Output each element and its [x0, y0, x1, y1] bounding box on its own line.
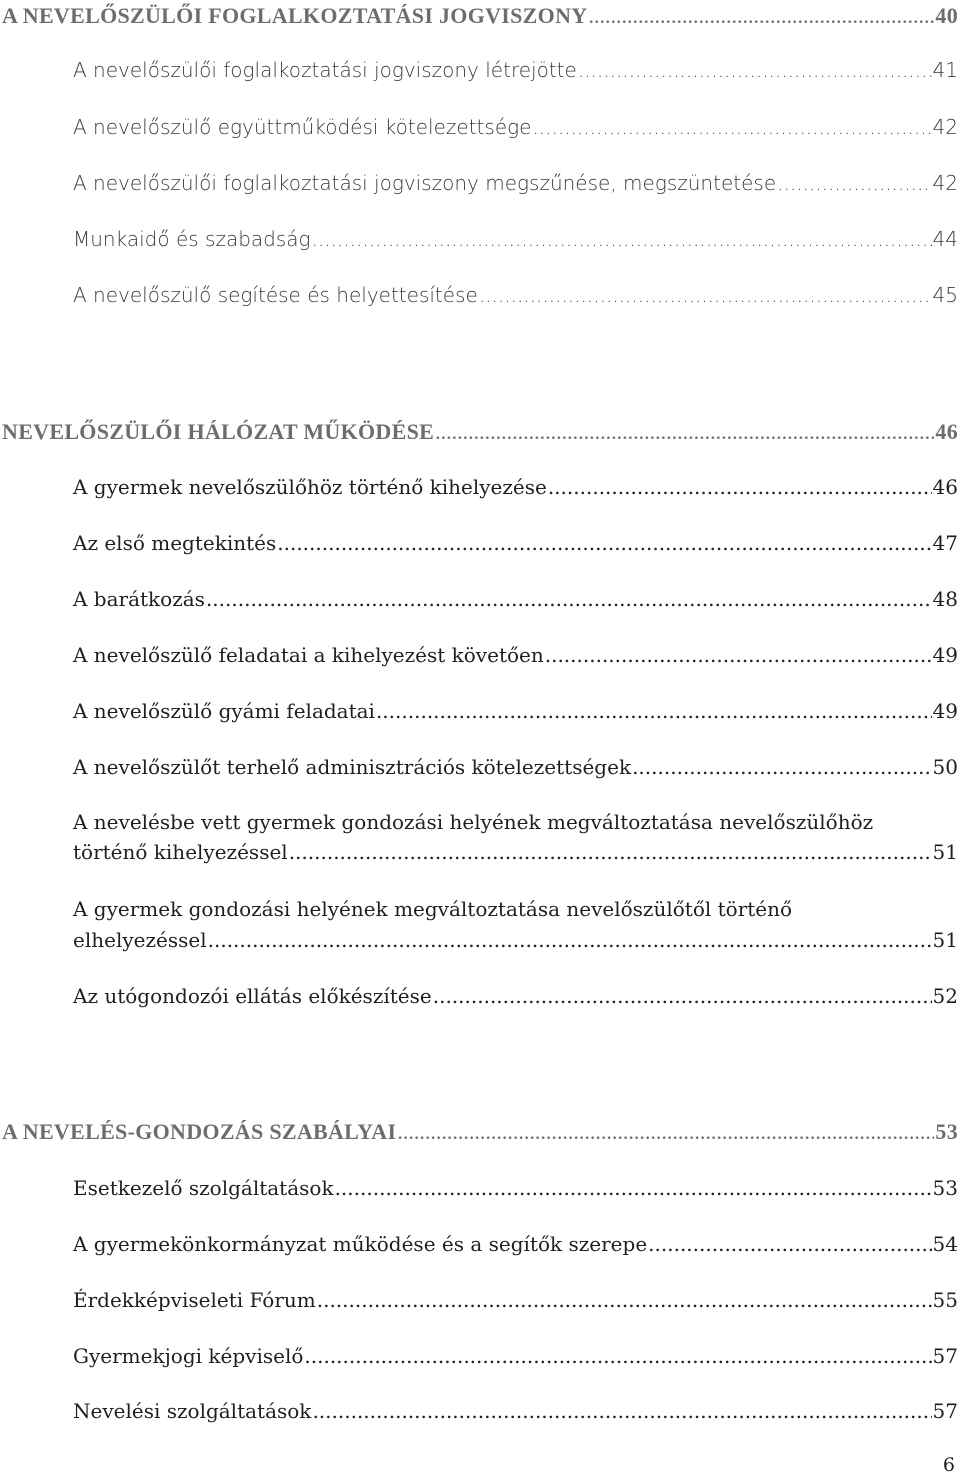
toc-entry-title: Érdekképviseleti Fórum [73, 1288, 316, 1312]
toc-entry[interactable] [73, 838, 958, 866]
toc-page-number: 44 [932, 227, 958, 251]
toc-page-number: 51 [932, 840, 958, 864]
toc-entry[interactable] [73, 1230, 958, 1258]
dot-leader [545, 641, 932, 669]
toc-entry[interactable] [73, 1342, 958, 1370]
toc-entry[interactable] [73, 982, 958, 1010]
toc-page-number: 46 [932, 475, 958, 499]
toc-entry[interactable] [73, 281, 958, 309]
toc-entry[interactable] [73, 1174, 958, 1202]
toc-entry-title: Nevelési szolgáltatások [73, 1399, 312, 1423]
toc-page-number: 57 [932, 1399, 958, 1423]
toc-entry[interactable] [73, 225, 958, 253]
toc-entry-title-line1[interactable]: A nevelésbe vett gyermek gondozási helyének megváltoztatása nevelőszülőhöz [73, 810, 874, 834]
toc-page-number: 46 [935, 419, 958, 444]
toc-section-heading[interactable] [2, 1118, 958, 1146]
toc-page-number: 53 [935, 1119, 958, 1144]
toc-entry[interactable] [73, 585, 958, 613]
toc-entry-title: A nevelőszülő együttműködési kötelezettsége [73, 115, 532, 139]
toc-entry[interactable] [73, 529, 958, 557]
dot-leader [376, 697, 932, 725]
toc-entry-title: A nevelőszülő segítése és helyettesítése [73, 283, 478, 307]
dot-leader [435, 418, 934, 446]
toc-entry[interactable] [73, 473, 958, 501]
toc-entry[interactable] [73, 1286, 958, 1314]
toc-entry-title-line1[interactable]: A gyermek gondozási helyének megváltoztatása nevelőszülőtől történő [73, 897, 793, 921]
toc-entry[interactable] [73, 113, 958, 141]
toc-entry-title: A gyermekönkormányzat működése és a segítők szerepe [73, 1232, 648, 1256]
toc-entry[interactable] [73, 641, 958, 669]
toc-page-number: 42 [932, 171, 958, 195]
toc-page-number: 48 [932, 587, 958, 611]
dot-leader [277, 529, 931, 557]
toc-entry-title: történő kihelyezéssel [73, 840, 288, 864]
toc-entry[interactable] [73, 697, 958, 725]
dot-leader [397, 1118, 934, 1146]
dot-leader [289, 838, 932, 866]
toc-page-number: 47 [932, 531, 958, 555]
toc-page-number: 57 [932, 1344, 958, 1368]
toc-entry-title: Munkaidő és szabadság [73, 227, 311, 251]
toc-entry-title: A nevelőszülő gyámi feladatai [73, 699, 375, 723]
dot-leader [648, 1230, 931, 1258]
toc-section-heading[interactable] [2, 418, 958, 446]
toc-entry-title: Az utógondozói ellátás előkészítése [73, 984, 432, 1008]
dot-leader [206, 585, 932, 613]
toc-entry-title: A nevelőszülői foglalkoztatási jogviszony megszűnése, megszüntetése [73, 171, 777, 195]
toc-page-number: 55 [932, 1288, 958, 1312]
toc-entry[interactable] [73, 56, 958, 84]
toc-entry-title: A nevelőszülő feladatai a kihelyezést követően [73, 643, 544, 667]
toc-entry-title: A nevelőszülőt terhelő adminisztrációs kötelezettségek [73, 755, 632, 779]
toc-page-number: 51 [932, 928, 958, 952]
toc-page-number: 49 [932, 699, 958, 723]
toc-entry-title: Esetkezelő szolgáltatások [73, 1176, 334, 1200]
toc-section-heading[interactable] [2, 2, 958, 30]
toc-entry-title: A nevelőszülői foglalkoztatási jogviszony létrejötte [73, 58, 577, 82]
dot-leader [777, 169, 931, 197]
toc-entry-title: elhelyezéssel [73, 928, 207, 952]
page-number: 6 [942, 1454, 955, 1476]
dot-leader [335, 1174, 932, 1202]
dot-leader [578, 56, 932, 84]
dot-leader [312, 225, 932, 253]
dot-leader [433, 982, 932, 1010]
dot-leader [312, 1397, 931, 1425]
toc-entry-title: A NEVELŐSZÜLŐI FOGLALKOZTATÁSI JOGVISZONY [2, 3, 588, 28]
toc-page-number: 41 [932, 58, 958, 82]
toc-page-number: 53 [932, 1176, 958, 1200]
toc-entry[interactable] [73, 753, 958, 781]
toc-page-number: 54 [932, 1232, 958, 1256]
dot-leader [632, 753, 931, 781]
toc-page-number: 45 [932, 283, 958, 307]
dot-leader [588, 2, 934, 30]
dot-leader [532, 113, 931, 141]
toc-entry-title: Gyermekjogi képviselő [73, 1344, 304, 1368]
dot-leader [548, 473, 932, 501]
toc-page-number: 49 [932, 643, 958, 667]
dot-leader [208, 926, 932, 954]
toc-entry[interactable] [73, 926, 958, 954]
toc-page-number: 40 [935, 3, 958, 28]
toc-entry[interactable] [73, 169, 958, 197]
dot-leader [479, 281, 932, 309]
dot-leader [317, 1286, 932, 1314]
toc-entry-title: A gyermek nevelőszülőhöz történő kihelyezése [73, 475, 547, 499]
toc-entry-title: NEVELŐSZÜLŐI HÁLÓZAT MŰKÖDÉSE [2, 419, 435, 444]
dot-leader [304, 1342, 931, 1370]
toc-entry[interactable] [73, 1397, 958, 1425]
toc-page-number: 52 [932, 984, 958, 1008]
toc-page-number: 50 [932, 755, 958, 779]
toc-entry-title: A barátkozás [73, 587, 205, 611]
toc-entry-title: Az első megtekintés [73, 531, 277, 555]
toc-entry-title: A NEVELÉS-GONDOZÁS SZABÁLYAI [2, 1119, 397, 1144]
toc-page-number: 42 [932, 115, 958, 139]
